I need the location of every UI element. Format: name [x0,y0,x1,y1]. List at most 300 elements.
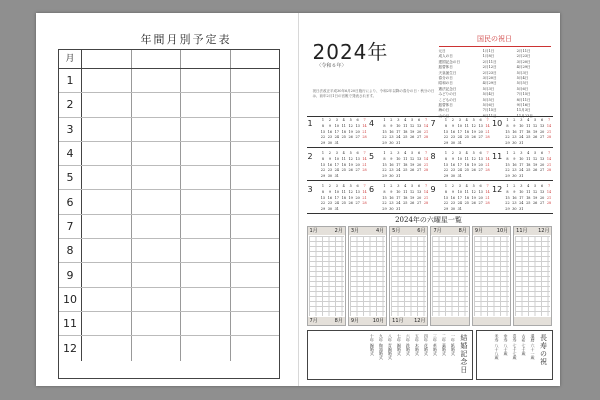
day: 16 [450,195,456,200]
day: 4 [527,118,530,122]
day: 11 [341,189,346,194]
day: 4 [342,184,345,188]
day: 26 [410,168,415,173]
schedule-cell[interactable] [82,215,132,238]
day: 1 [444,184,448,188]
day: 18 [464,129,469,134]
month-name: 8月 [458,228,467,234]
holiday-cell: みどりの日 [438,92,457,97]
day: 25 [403,168,408,173]
day: 9 [451,156,454,161]
day: 20 [355,129,360,134]
rokuyo-month-header [390,227,427,235]
day: 3 [335,118,338,122]
day: 19 [533,195,538,200]
day: 19 [410,195,415,200]
schedule-cell[interactable] [231,190,280,213]
month-label: 5 [369,152,375,161]
day: 26 [348,135,353,140]
day: 30 [327,174,333,179]
schedule-cell[interactable] [132,312,182,335]
month-days [504,117,553,147]
day: 10 [457,156,462,161]
rokuyo-month-footer [308,317,345,325]
month-calendar [368,150,430,181]
schedule-cell[interactable] [132,166,182,189]
day: 21 [485,162,490,167]
day: 5 [472,118,475,122]
day: 30 [389,141,394,146]
day: 18 [464,195,469,200]
month-name: 7月 [433,228,442,234]
day: 24 [519,168,524,173]
day: 25 [341,135,346,140]
day: 15 [443,129,449,134]
day: 28 [362,135,367,140]
holiday-cell: 2月11日 [482,59,497,64]
rokuyo-month-header [431,227,468,235]
day: 17 [457,195,462,200]
day: 6 [479,184,482,188]
day: 22 [320,168,326,173]
month-row [59,142,279,166]
schedule-cell[interactable] [132,263,182,286]
day: 4 [465,184,468,188]
day: 1 [321,151,325,155]
schedule-cell[interactable] [231,215,280,238]
day: 7 [424,151,428,155]
day: 11 [526,123,531,128]
day: 4 [527,151,530,155]
holiday-cell: 昭和の日 [438,81,453,86]
day: 12 [471,156,476,161]
schedule-cell[interactable] [231,336,280,360]
day: 30 [512,174,517,179]
day: 23 [450,135,456,140]
day: 27 [539,168,545,173]
day: 29 [320,174,326,179]
day: 5 [411,151,414,155]
day: 20 [539,195,545,200]
schedule-cell[interactable] [82,336,132,360]
day: 1 [383,151,386,155]
day: 7 [547,151,551,155]
holiday-cell: 成人の日 [438,54,453,59]
reference-entry: 八年 青銅婚式 [387,334,393,360]
month-days [381,117,430,147]
day: 14 [362,156,367,161]
day: 12 [471,123,476,128]
schedule-cell[interactable] [181,142,231,165]
day: 23 [389,201,394,206]
day: 2 [513,151,516,155]
schedule-cell[interactable] [231,288,280,311]
schedule-cell[interactable] [231,166,280,189]
day: 31 [334,207,339,212]
day: 2 [513,118,516,122]
day: 17 [519,129,524,134]
month-name: 5月 [392,228,401,234]
holiday-cell: 5月3日 [516,70,529,75]
day: 11 [526,189,531,194]
schedule-cell[interactable] [132,69,182,92]
day: 24 [334,201,339,206]
day: 7 [486,184,489,188]
day: 1 [506,151,509,155]
day: 4 [465,151,468,155]
reference-entry: 六年 鉄婚式 [405,334,411,356]
schedule-cell[interactable] [181,166,231,189]
day: 1 [321,184,325,188]
month-days [443,150,492,180]
month-label: 12 [492,185,503,194]
schedule-cell[interactable] [181,336,231,360]
schedule-cell[interactable] [231,239,280,262]
day: 28 [423,135,429,140]
day: 4 [404,118,407,122]
day: 27 [355,168,360,173]
schedule-cell[interactable] [132,118,182,141]
schedule-cell[interactable] [82,93,132,116]
day: 2 [328,118,331,122]
rokuyo-table [307,226,553,326]
annual-schedule-title: 年間月別予定表 [140,33,232,46]
day: 26 [348,168,353,173]
day: 6 [541,151,544,155]
day: 22 [505,135,510,140]
day: 25 [464,135,469,140]
month-name: 11月 [516,228,528,234]
holiday-cell: 2月23日 [516,54,531,59]
schedule-cell[interactable] [132,93,182,116]
day: 18 [526,162,531,167]
month-number: 8 [59,239,82,262]
day: 15 [443,162,449,167]
rokuyo-column [307,226,346,326]
day: 19 [348,195,353,200]
schedule-cell[interactable] [132,239,182,262]
day: 11 [341,156,346,161]
day: 15 [505,195,510,200]
month-name: 2月 [334,228,343,234]
day: 3 [520,151,523,155]
day: 26 [471,168,476,173]
schedule-cell[interactable] [231,142,280,165]
day: 26 [471,135,476,140]
holiday-cell: 5月4日 [516,76,529,81]
day: 16 [389,162,394,167]
day: 10 [457,189,462,194]
day: 7 [363,184,366,188]
day: 12 [410,123,415,128]
day: 22 [505,168,510,173]
day: 13 [355,123,360,128]
month-name: 9月 [474,228,483,234]
month-row [59,263,279,287]
month-row [59,239,279,263]
day: 21 [362,129,367,134]
rokuyo-title: 2024年の六曜星一覧 [395,216,462,224]
day: 17 [519,195,524,200]
day: 4 [342,151,345,155]
day: 27 [416,168,422,173]
month-days [504,150,553,180]
day: 30 [327,141,333,146]
holidays-title: 国民の祝日 [439,34,551,47]
day: 11 [403,156,408,161]
day: 23 [450,168,456,173]
day: 26 [533,135,538,140]
day: 8 [383,156,386,161]
day: 26 [533,201,538,206]
month-name: 3月 [350,228,360,234]
day: 23 [512,201,517,206]
schedule-cell[interactable] [181,93,231,116]
rokuyo-month-footer [431,317,468,325]
month-number: 10 [59,288,82,311]
schedule-cell[interactable] [82,166,132,189]
day: 28 [362,201,367,206]
day: 3 [458,151,461,155]
day: 2 [328,151,331,155]
day: 9 [451,123,454,128]
day: 23 [389,135,394,140]
schedule-cell[interactable] [132,288,182,311]
day: 9 [390,189,393,194]
day: 9 [390,156,393,161]
day: 13 [478,189,483,194]
day: 3 [520,184,523,188]
day: 29 [320,141,326,146]
day: 29 [382,207,387,212]
day: 2 [390,151,393,155]
day: 14 [362,189,367,194]
day: 28 [485,201,490,206]
day: 19 [410,129,415,134]
schedule-cell[interactable] [231,118,280,141]
schedule-cell[interactable] [82,239,132,262]
holiday-cell: 5月5日 [516,81,529,86]
reference-entry: 米寿 八十八歳 [494,334,500,360]
day: 6 [479,118,482,122]
schedule-cell[interactable] [132,336,182,360]
schedule-cell[interactable] [82,190,132,213]
day: 22 [505,201,510,206]
year-title: 2024年 [312,40,389,64]
day: 1 [506,184,509,188]
day: 20 [355,195,360,200]
day: 6 [418,118,421,122]
day: 2 [513,184,516,188]
schedule-cell[interactable] [231,93,280,116]
day: 8 [321,156,325,161]
month-name: 10月 [496,228,509,234]
day: 16 [389,195,394,200]
day: 10 [457,123,462,128]
schedule-cell[interactable] [82,288,132,311]
day: 11 [403,123,408,128]
day: 22 [443,135,449,140]
month-number: 1 [59,69,82,92]
schedule-cell[interactable] [132,215,182,238]
day: 28 [362,168,367,173]
rokuyo-month-header [514,227,551,235]
schedule-cell[interactable] [132,142,182,165]
day: 31 [396,207,401,212]
day: 3 [458,118,461,122]
reference-entry: 一年 紙婚式 [450,334,456,356]
day: 2 [390,118,393,122]
day: 20 [416,195,422,200]
schedule-cell[interactable] [82,69,132,92]
day: 3 [335,151,338,155]
day: 16 [450,162,456,167]
holiday-cell: 春分の日 [438,76,453,81]
day: 6 [541,184,544,188]
day: 10 [396,123,401,128]
holiday-cell: 海の日 [438,108,450,113]
day: 18 [403,162,408,167]
day: 8 [444,189,448,194]
day: 1 [444,151,448,155]
schedule-cell[interactable] [181,288,231,311]
month-name: 12月 [414,318,426,324]
holiday-cell: 憲法記念日 [438,86,457,91]
month-row [59,93,279,117]
day: 2 [451,118,454,122]
day: 26 [348,201,353,206]
month-label: 7 [430,119,436,128]
reiwa-year: 〈令和６年〉 [316,63,347,69]
day: 22 [320,201,326,206]
rokuyo-grid [432,236,467,316]
month-label: 1 [307,119,313,128]
day: 6 [356,184,359,188]
day: 31 [334,174,339,179]
schedule-cell[interactable] [82,142,132,165]
day: 29 [505,141,510,146]
day: 19 [471,195,476,200]
rokuyo-month-header [308,227,345,235]
holiday-cell: 元日 [438,49,446,53]
day: 8 [321,123,325,128]
day: 3 [335,184,338,188]
day: 8 [506,156,509,161]
month-row [59,166,279,190]
day: 22 [382,201,387,206]
monthly-schedule-table [58,49,280,379]
schedule-cell[interactable] [82,312,132,335]
day: 4 [342,118,345,122]
day: 23 [512,168,517,173]
day: 19 [533,162,538,167]
day: 13 [355,156,360,161]
day: 25 [341,201,346,206]
national-holidays [439,34,551,119]
reference-entry: 還暦 六十一歳 [530,334,536,360]
schedule-cell[interactable] [231,312,280,335]
month-number: 11 [59,312,82,335]
day: 24 [334,168,339,173]
schedule-cell[interactable] [181,312,231,335]
month-calendar [307,117,369,148]
schedule-cell[interactable] [132,190,182,213]
longevity-box [476,330,553,380]
month-calendar [307,183,369,214]
schedule-cell[interactable] [231,69,280,92]
day: 15 [320,195,326,200]
holiday-cell: 2月11日 [516,49,531,53]
day: 17 [396,195,401,200]
day: 7 [486,118,489,122]
anniversary-title: 結婚記念日 [459,334,468,374]
day: 1 [506,118,509,122]
day: 21 [546,129,552,134]
holiday-cell: 11月23日 [516,113,533,118]
day: 31 [457,141,462,146]
rokuyo-month-footer [390,317,427,325]
schedule-cell[interactable] [181,215,231,238]
day: 20 [478,162,483,167]
day: 10 [396,156,401,161]
schedule-cell[interactable] [181,118,231,141]
day: 16 [450,129,456,134]
holiday-cell: 4月29日 [482,81,497,86]
day: 16 [327,195,333,200]
day: 13 [539,123,545,128]
day: 15 [320,162,326,167]
day: 18 [341,129,346,134]
day: 5 [349,151,352,155]
day: 13 [355,189,360,194]
day: 25 [526,135,531,140]
day: 6 [418,151,421,155]
rokuyo-column [430,226,469,326]
day: 11 [464,156,469,161]
day: 5 [411,118,414,122]
schedule-cell[interactable] [82,118,132,141]
day: 28 [546,168,552,173]
day: 22 [382,135,387,140]
day: 24 [334,135,339,140]
day: 21 [485,195,490,200]
day: 2 [451,184,454,188]
day: 16 [512,129,517,134]
schedule-cell[interactable] [181,239,231,262]
day: 22 [443,201,449,206]
schedule-cell[interactable] [231,263,280,286]
day: 23 [327,135,333,140]
day: 23 [450,201,456,206]
day: 20 [539,129,545,134]
day: 8 [383,189,386,194]
reference-entry: 二年 藁婚式 [441,334,447,356]
day: 21 [546,195,552,200]
schedule-cell[interactable] [181,190,231,213]
schedule-cell[interactable] [82,263,132,286]
schedule-cell[interactable] [181,69,231,92]
day: 20 [416,162,422,167]
schedule-cell[interactable] [181,263,231,286]
rokuyo-month-footer [473,317,510,325]
day: 24 [457,201,462,206]
holiday-cell: 3月20日 [482,76,497,81]
day: 1 [383,184,386,188]
day: 28 [423,168,429,173]
day: 27 [539,201,545,206]
day: 9 [451,189,454,194]
day: 17 [334,129,339,134]
